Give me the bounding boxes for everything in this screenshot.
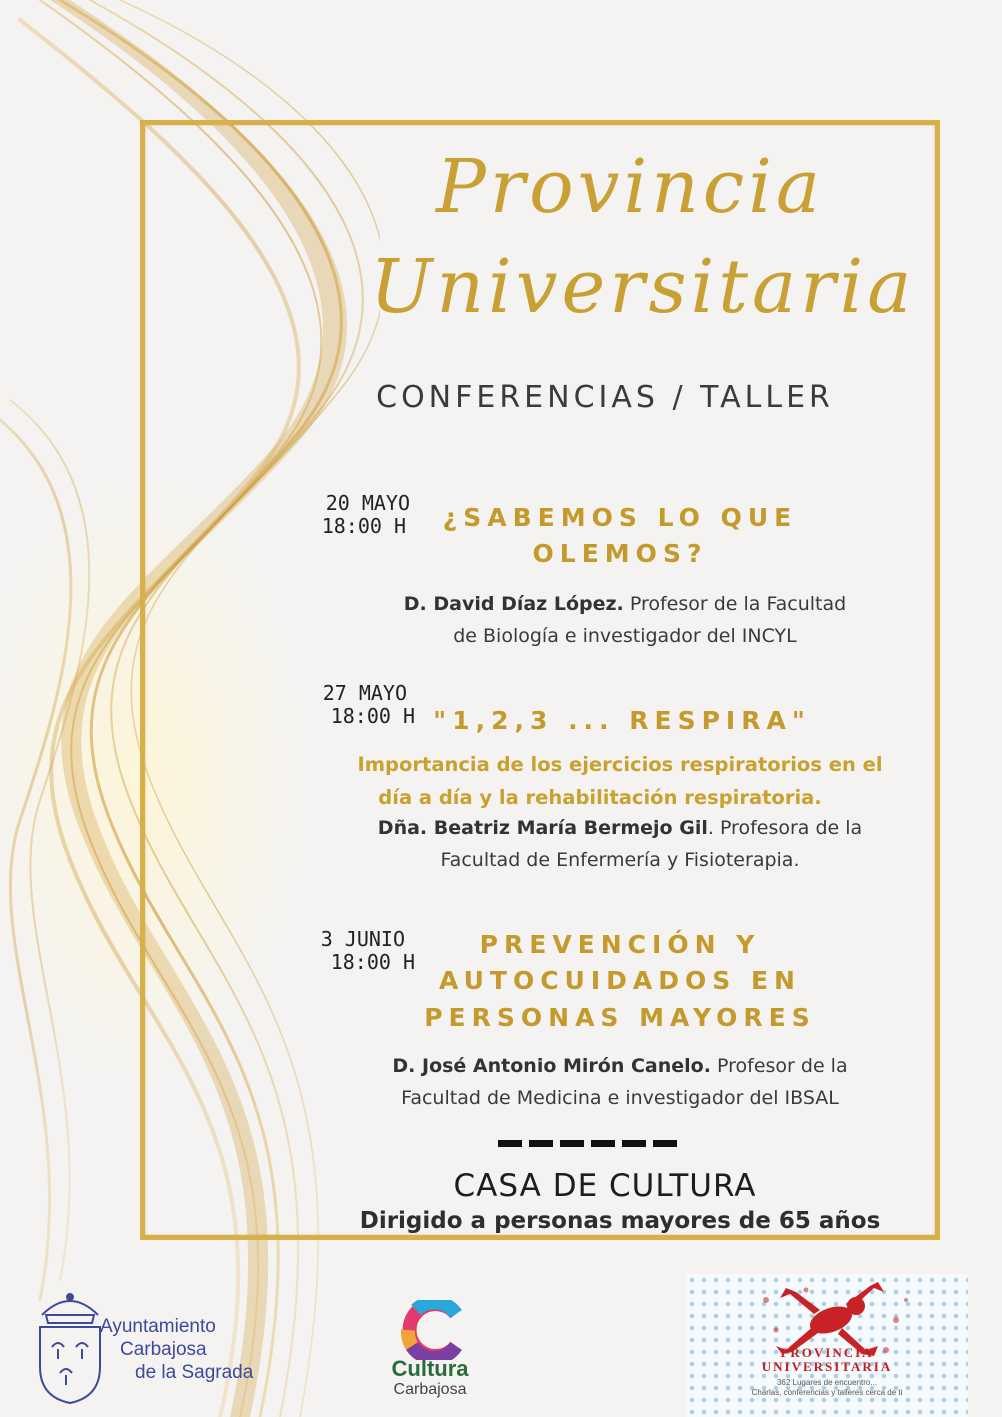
title-line-1: Provincia <box>435 144 825 230</box>
pu-tag-line-1: 362 Lugares de encuentro... <box>776 1378 878 1387</box>
cultura-c-icon <box>398 1300 468 1360</box>
event-2-description-line-2: día a día y la rehabilitación respiratoria. <box>378 786 822 810</box>
provincia-universitaria-logo <box>686 1274 968 1417</box>
ayuntamiento-line-1: Ayuntamiento <box>100 1316 216 1337</box>
cultura-logo-name: Cultura <box>391 1356 469 1381</box>
ayuntamiento-logo-text <box>100 1316 253 1384</box>
event-1-date: 20 MAYO <box>325 491 410 515</box>
event-1-speaker-role-2: de Biología e investigador del INCYL <box>453 625 797 648</box>
ayuntamiento-line-3: de la Sagrada <box>135 1361 254 1383</box>
event-2-speaker <box>340 812 900 877</box>
event-3-speaker-name: D. José Antonio Mirón Canelo. <box>392 1055 711 1077</box>
event-3-title-line-1: PREVENCIÓN Y <box>479 930 761 959</box>
event-2-speaker-name: Dña. Beatriz María Bermejo Gil <box>377 817 708 839</box>
event-1-speaker-name: D. David Díaz López. <box>403 593 624 615</box>
event-3-speaker <box>340 1050 900 1115</box>
event-3-speaker-role-2: Facultad de Medicina e investigador del IBSAL <box>401 1087 839 1110</box>
event-3-speaker-role-1: Profesor de la <box>710 1055 848 1077</box>
subtitle: CONFERENCIAS / TALLER <box>376 380 834 415</box>
event-3-date: 3 JUNIO <box>320 927 405 951</box>
event-3-title <box>410 927 830 1036</box>
provincia-universitaria-name <box>686 1346 968 1373</box>
event-1-title <box>420 500 820 573</box>
provincia-universitaria-tagline <box>686 1378 968 1397</box>
pu-name-line-2: UNIVERSITARIA <box>761 1358 893 1374</box>
event-3-title-line-3: PERSONAS MAYORES <box>424 1002 816 1032</box>
event-1-title-line-1: ¿SABEMOS LO QUE <box>442 503 798 532</box>
pu-name-line-1: PROVINCIA <box>780 1345 874 1360</box>
event-2-description-line-1: Importancia de los ejercicios respiratorios en el <box>357 753 883 776</box>
event-2-speaker-role-1: . Profesora de la <box>707 817 863 839</box>
event-2-description <box>340 748 900 814</box>
event-1-speaker <box>345 588 905 653</box>
title-line-2: Universitaria <box>370 244 916 330</box>
event-1-datetime <box>300 492 410 538</box>
event-2-title: "1,2,3 ... RESPIRA" <box>433 706 811 735</box>
event-3-datetime <box>300 928 415 974</box>
dashed-divider <box>498 1140 683 1147</box>
event-1-title-line-2: OLEMOS? <box>532 539 708 569</box>
event-2-datetime <box>300 682 415 728</box>
audience: Dirigido a personas mayores de 65 años <box>359 1208 881 1234</box>
event-3-time: 18:00 H <box>330 950 415 974</box>
event-1-speaker-role-1: Profesor de la Facultad <box>623 593 847 615</box>
event-3-title-line-2: AUTOCUIDADOS EN <box>439 966 801 996</box>
event-2-time: 18:00 H <box>330 704 415 728</box>
crest-icon <box>30 1287 110 1407</box>
ayuntamiento-line-2: Carbajosa <box>120 1338 207 1360</box>
event-1-time: 18:00 H <box>321 514 406 538</box>
venue: CASA DE CULTURA <box>453 1168 757 1204</box>
pu-tag-line-2: Charlas, conferencias y talleres cerca de ti <box>751 1387 903 1397</box>
event-2-date: 27 MAYO <box>322 681 407 705</box>
event-2-speaker-role-2: Facultad de Enfermería y Fisioterapia. <box>440 849 800 872</box>
cultura-logo-sub: Carbajosa <box>393 1381 467 1398</box>
